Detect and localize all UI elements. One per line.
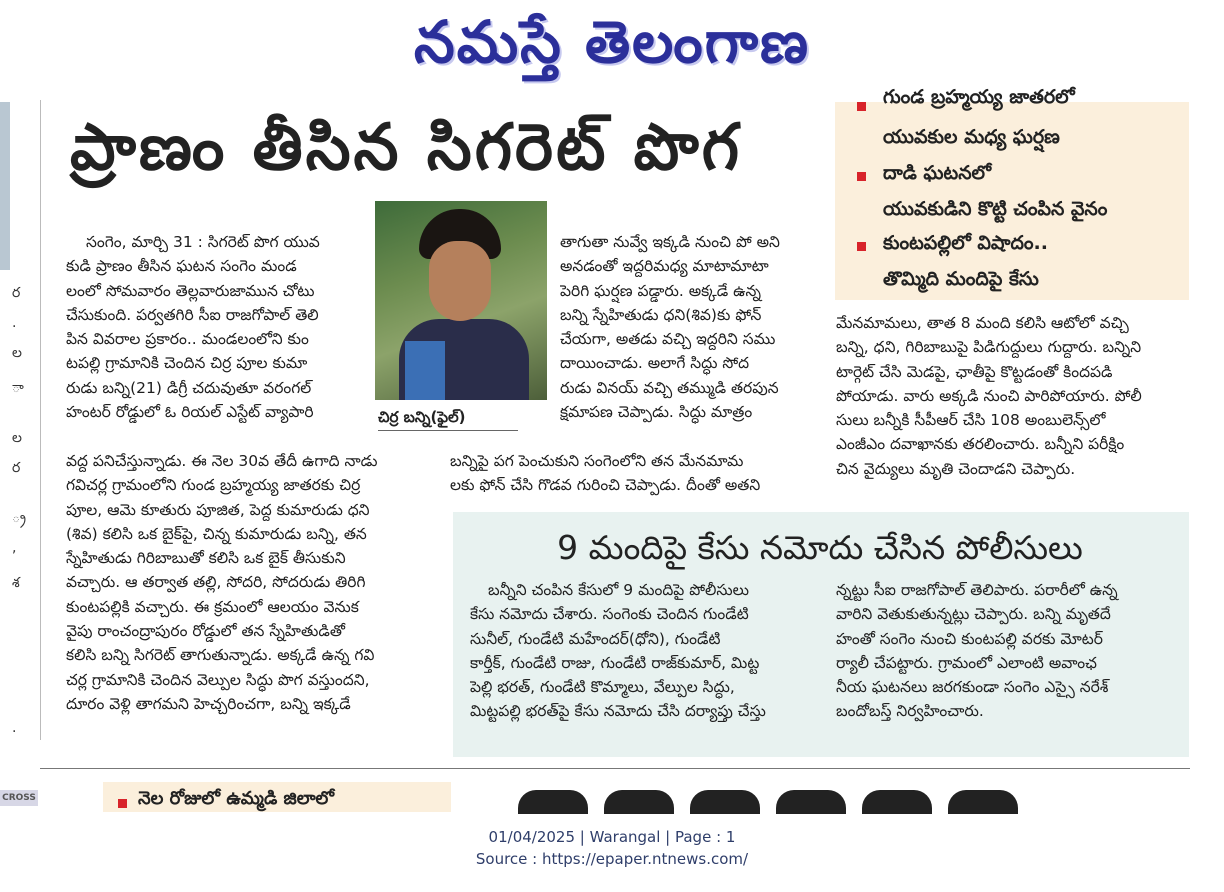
- text-line: వద్ద పనిచేస్తున్నాడు. ఈ నెల 30వ తేదీ ఉగాది నాడు: [66, 452, 378, 470]
- text-line: సులు బన్నీకి సీపీఆర్ చేసి 108 అంబులెన్స్‌లో: [836, 411, 1106, 430]
- strip-mark: ర: [12, 285, 21, 301]
- text-line: దూరం వెళ్లి తాగమని హెచ్చరించగా, బన్ని ఇక్కడే: [66, 694, 351, 713]
- text-line: బన్నీని చంపిన కేసులో 9 మందిపై పోలీసులు: [488, 581, 749, 599]
- bullet-square-icon: [857, 242, 866, 251]
- text-line: సునీల్, గుండేటి మహేందర్(ధోని), గుండేటి: [470, 629, 721, 648]
- highlight-item: యువకుడిని కొట్టి చంపిన వైనం: [883, 198, 1108, 220]
- next-headline-fragment: [518, 790, 1198, 814]
- highlight-item: యువకుల మధ్య ఘర్షణ: [883, 126, 1060, 148]
- text-line: స్నేహితుడు గిరిబాబుతో కలిసి ఒక బైక్ తీసుకుని: [66, 549, 346, 568]
- sub-story-column-2: [836, 578, 1186, 724]
- text-line: చేయగా, అతడు వచ్చి ఇద్దరిని సము: [560, 330, 776, 349]
- text-line: టార్గెట్ చేసి మెడపై, ఛాతీపై కొట్టడంతో కిందపడి: [836, 362, 1113, 381]
- text-line: పూల, ఆమె కూతురు పూజిత, పెద్ద కుమారుడు ధని: [66, 500, 370, 519]
- article-column-2: [560, 230, 810, 424]
- text-line: సంగెం, మార్చి 31 : సిగరెట్ పొగ యువ: [86, 233, 320, 251]
- text-line: పెరిగి ఘర్షణ పడ్డారు. అక్కడే ఉన్న: [560, 281, 761, 300]
- bullet-square-icon: [857, 172, 866, 181]
- strip-mark: ్ర: [12, 510, 26, 526]
- text-line: తాగుతా నువ్వే ఇక్కడి నుంచి పో అని: [560, 233, 780, 251]
- text-line: వైపు రాంచంద్రాపురం రోడ్డులో తన స్నేహితుడితో: [66, 622, 345, 641]
- highlight-item: తొమ్మిది మందిపై కేసు: [883, 268, 1039, 290]
- article-column-1: [66, 230, 366, 424]
- sub-story-column-1: [470, 578, 810, 724]
- article-column-2-wide: [450, 449, 815, 498]
- text-line: చేసుకుంది. పర్వతగిరి సీఐ రాజగోపాల్ తెలి: [66, 305, 319, 324]
- photo-caption: చిర్ర బన్ని(ఫైల్): [378, 404, 518, 431]
- text-line: కలిసి బన్ని సిగరెట్ తాగుతున్నాడు. అక్కడే ఉన్న గవి: [66, 646, 375, 665]
- text-line: పోయాడు. వారు అక్కడి నుంచి పారిపోయారు. పోలీ: [836, 386, 1142, 405]
- text-line: నీయ ఘటనలు జరగకుండా సంగెం ఎస్సై నరేశ్: [836, 678, 1109, 697]
- masthead-logo: నమస్తే తెలంగాణ: [414, 8, 810, 76]
- strip-mark: ,: [12, 540, 17, 556]
- footer-date-line: 01/04/2025 | Warangal | Page : 1: [488, 828, 736, 846]
- text-line: రుడు బన్ని(21) డిగ్రీ చదువుతూ వరంగల్: [66, 378, 312, 397]
- bullet-square-icon: [118, 799, 127, 808]
- text-line: కుడి ప్రాణం తీసిన ఘటన సంగెం మండ: [66, 257, 297, 276]
- footer-source-line[interactable]: Source : https://epaper.ntnews.com/: [475, 850, 749, 868]
- highlight-item: గుండ బ్రహ్మయ్య జాతరలో: [835, 94, 1189, 124]
- bullet-square-icon: [857, 102, 866, 111]
- text-line: లకు ఫోన్ చేసి గొడవ గురించి చెప్పాడు. దీంతో అతని: [450, 476, 761, 495]
- strip-mark: ా: [12, 380, 24, 396]
- text-line: బన్నిపై పగ పెంచుకుని సంగెంలోని తన మేనమామ: [450, 452, 744, 470]
- text-line: అనడంతో ఇద్దరిమధ్య మాటామాటా: [560, 257, 769, 276]
- strip-mark: ర: [12, 460, 21, 476]
- strip-mark: .: [12, 315, 17, 331]
- text-line: టపల్లి గ్రామానికి చెందిన చిర్ర పూల కుమా: [66, 354, 308, 373]
- sub-story-headline: 9 మందిపై కేసు నమోదు చేసిన పోలీసులు: [557, 528, 1083, 567]
- text-line: చిన వైద్యులు మృతి చెందాడని చెప్పారు.: [836, 459, 1076, 478]
- section-divider: [40, 768, 1190, 769]
- text-line: ఎంజీఎం దవాఖానకు తరలించారు. బన్నీని పరీక్షిం: [836, 435, 1125, 454]
- highlights-box: [835, 86, 1189, 300]
- text-line: గవిచర్ల గ్రామంలోని గుండ బ్రహ్మయ్య జాతరకు చిర్ర: [66, 476, 361, 495]
- text-line: క్షమాపణ చెప్పాడు. సిద్ధు మాత్రం: [560, 403, 753, 422]
- text-line: వచ్చారు. ఆ తర్వాత తల్లి, సోదరి, సోదరుడు తిరిగి: [66, 573, 366, 592]
- text-line: రుడు వినయ్ వచ్చి తమ్ముడి తరపున: [560, 378, 779, 397]
- strip-mark: ల: [12, 345, 22, 361]
- strip-mark: ల: [12, 430, 22, 446]
- text-line: కేసు నమోదు చేశారు. సంగెంకు చెందిన గుండేటి: [470, 605, 749, 624]
- text-line: చర్ల గ్రామానికి చెందిన వెల్పుల సిద్ధు పొగ వస్తుందని,: [66, 670, 370, 689]
- text-line: మేనమామలు, తాత 8 మంది కలిసి ఆటోలో వచ్చి: [836, 314, 1129, 332]
- text-line: ర్యాలీ చేపట్టారు. గ్రామంలో ఎలాంటి అవాంఛ: [836, 653, 1097, 672]
- victim-photo: [375, 201, 547, 400]
- text-line: వారిని వెతుకుతున్నట్లు చెప్పారు. బన్ని మృతదే: [836, 605, 1111, 624]
- highlight-item: కుంటపల్లిలో విషాదం..: [835, 230, 1189, 260]
- text-line: దాయించాడు. అలాగే సిద్ధు సోద: [560, 354, 750, 373]
- article-column-3: [836, 311, 1192, 481]
- adjacent-photo-fragment: [0, 102, 10, 270]
- text-line: బన్ని, ధని, గిరిబాబుపై పిడిగుద్దులు గుద్దారు. బన్నిని: [836, 338, 1142, 357]
- text-line: బందోబస్త్ నిర్వహించారు.: [836, 702, 984, 721]
- cross-badge: CROSS: [0, 790, 38, 806]
- article-column-1-wide: [66, 449, 438, 716]
- text-line: కార్తీక్, గుండేటి రాజు, గుండేటి రాజ్‌కుమార్, మిట్ట: [470, 653, 760, 672]
- strip-mark: .: [12, 720, 17, 736]
- text-line: కుంటపల్లికి వచ్చారు. ఈ క్రమంలో ఆలయం వెనుక: [66, 597, 359, 616]
- text-line: బన్ని స్నేహితుడు ధని(శివ)కు ఫోన్: [560, 305, 762, 324]
- strip-mark: శ: [12, 575, 20, 591]
- text-line: పిన వివరాల ప్రకారం.. మండలంలోని కుం: [66, 330, 309, 349]
- text-line: లంలో సోమవారం తెల్లవారుజామున చోటు: [66, 281, 315, 300]
- text-line: హంతో సంగెం నుంచి కుంటపల్లి వరకు మోటర్: [836, 629, 1103, 648]
- article-headline: ప్రాణం తీసిన సిగరెట్ పొగ: [70, 111, 743, 185]
- text-line: పెల్లి భరత్, గుండేటి కొమ్మాలు, వేల్పుల సిద్ధు,: [470, 678, 735, 697]
- text-line: (శివ) కలిసి ఒక బైక్‌పై, చిన్న కుమారుడు బన్ని, తన: [66, 524, 367, 543]
- text-line: మిట్టపల్లి భరత్‌పై కేసు నమోదు చేసి దర్యాప్తు చేస్తు: [470, 702, 766, 721]
- page-footer: [0, 826, 1224, 876]
- text-line: హంటర్ రోడ్డులో ఓ రియల్ ఎస్టేట్ వ్యాపారి: [66, 403, 314, 422]
- highlight-item: దాడి ఘటనలో: [835, 160, 1189, 190]
- teaser-text: నెల రోజులో ఉమ్మడి జిలాలో: [138, 788, 335, 809]
- text-line: న్నట్టు సీఐ రాజగోపాల్ తెలిపారు. పరారీలో ఉన్న: [836, 581, 1118, 599]
